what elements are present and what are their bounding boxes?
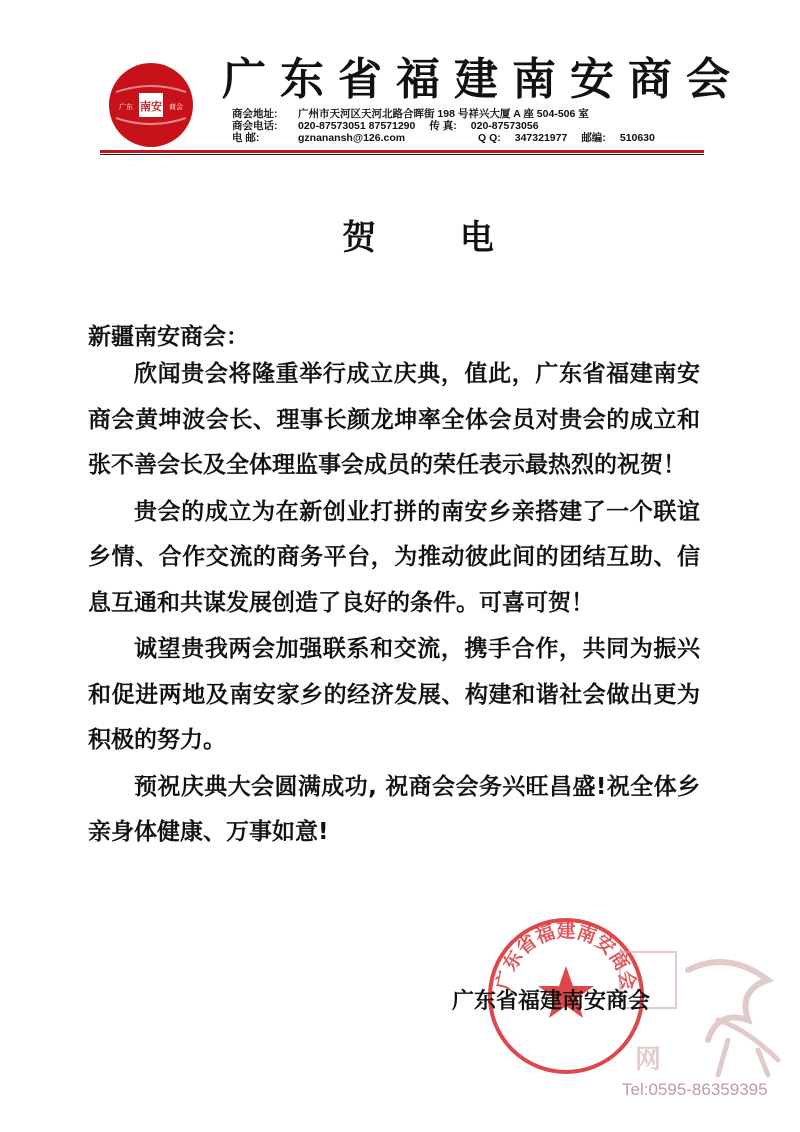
logo-right-text: 商会 [169, 103, 183, 111]
chamber-logo [108, 62, 194, 148]
logo-center-text: 南安 [140, 100, 162, 113]
watermark-brand-char: 网 [634, 1045, 662, 1075]
phone-label: 商会电话: [232, 120, 278, 132]
fax-label: 传 真: [429, 120, 457, 132]
qq-value: 347321977 [514, 132, 568, 144]
address-value: 广州市天河区天河北路合晖街 198 号祥兴大厦 A 座 504-506 室 [298, 108, 589, 120]
horse-icon [718, 1020, 778, 1075]
qq-label: Q Q: [478, 132, 501, 144]
paragraph-3: 诚望贵我两会加强联系和交流，携手合作，共同为振兴和促进两地及南安家乡的经济发展、构建和谐社会做出更为积极的努力。 [88, 636, 700, 753]
letterhead-black-rule [100, 154, 704, 155]
postcode-value: 510630 [619, 132, 655, 144]
paragraph-4: 预祝庆典大会圆满成功, 祝商会会务兴旺昌盛!祝全体乡亲身体健康、万事如意! [88, 773, 700, 845]
email-value: gznanansh@126.com [298, 132, 406, 144]
salutation: 新疆南安商会： [88, 324, 249, 350]
document-title: 贺 电 [342, 218, 530, 258]
paragraph-1: 欣闻贵会将隆重举行成立庆典，值此，广东省福建南安商会黄坤波会长、理事长颜龙坤率全体会员对贵会的成立和张不善会长及全体理监事会成员的荣任表示最热烈的祝贺！ [88, 361, 700, 478]
paragraph-2: 贵会的成立为在新创业打拼的南安乡亲搭建了一个联谊乡情、合作交流的商务平台，为推动彼此间的团结互助、信息互通和共谋发展创造了良好的条件。可喜可贺！ [88, 498, 700, 616]
fax-value: 020-87573056 [470, 120, 539, 132]
phone-row [232, 120, 702, 132]
phone-value: 020-87573051 87571290 [298, 120, 416, 132]
logo-left-text: 广东 [119, 103, 133, 111]
seal-text: 广东省福建南安商会 [492, 920, 640, 992]
letter-body [88, 352, 700, 857]
watermark-logo [618, 950, 788, 1080]
letterhead-red-rule [100, 150, 704, 153]
org-name-heading: 广东省福建南安商会 [222, 54, 744, 105]
address-label: 商会地址: [232, 108, 278, 120]
email-row [232, 132, 702, 144]
postcode-label: 邮编: [581, 132, 606, 144]
contact-block [232, 108, 702, 144]
signature-org: 广东省福建南安商会 [452, 989, 651, 1014]
watermark-tel: Tel:0595-86359395 [622, 1080, 768, 1099]
address-row [232, 108, 702, 120]
email-label: 电 邮: [232, 132, 260, 144]
